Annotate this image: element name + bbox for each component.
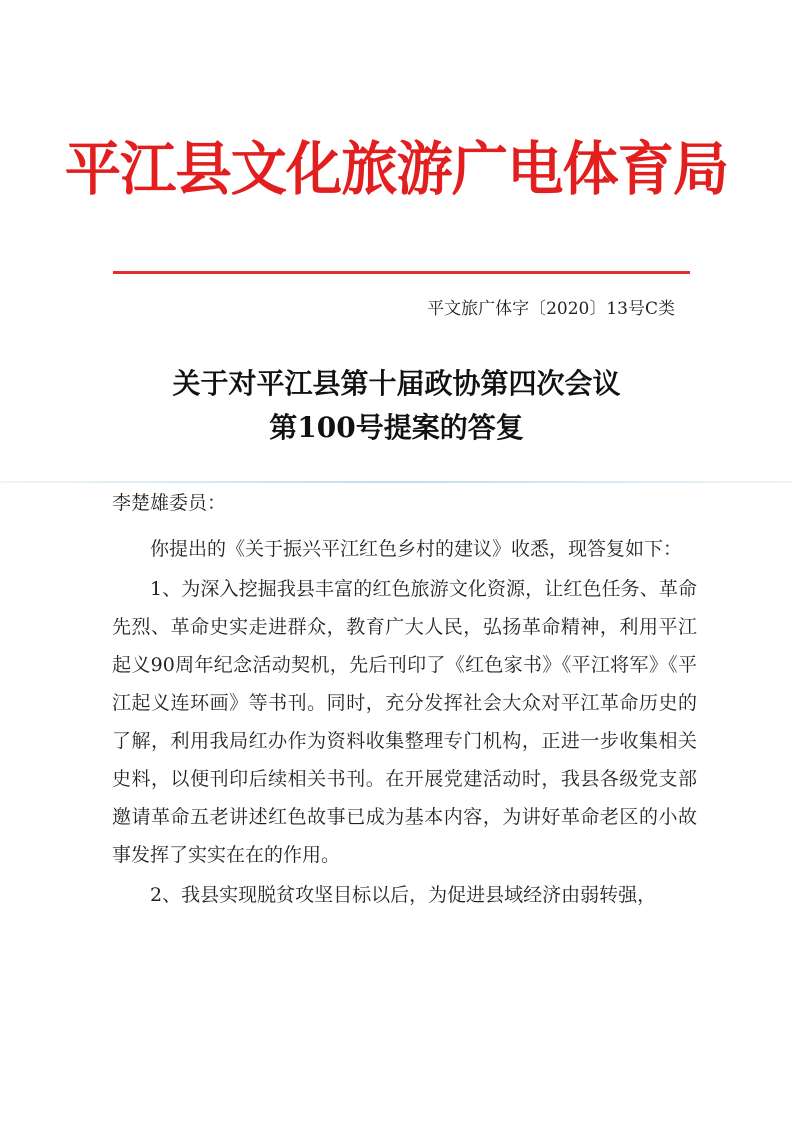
paragraph-item-2: 2、我县实现脱贫攻坚目标以后，为促进县域经济由弱转强， <box>150 884 657 906</box>
paragraph-item-1: 1、为深入挖掘我县丰富的红色旅游文化资源，让红色任务、革命先烈、革命史实走进群众，教育广大人民，弘扬革命精神，利用平江起义90周年纪念活动契机，先后刊印了《红色家书》《平江将军》《平江起义连环画》等书刊。同时，充分发挥社会大众对平江革命历史的了解，利用我局红办作为资料收集整理专门机构，正进一步收集相关史料，以便刊印后续相关书刊。在开展党建活动时，我县各级党支部邀请革命五老讲述红色故事已成为基本内容，为讲好革命老区的小故事发挥了实实在在的作用。 <box>112 578 697 866</box>
letterhead-divider <box>113 271 690 274</box>
document-number: 平文旅广体字〔2020〕13号C类 <box>427 299 675 319</box>
paragraph-intro: 你提出的《关于振兴平江红色乡村的建议》收悉，现答复如下： <box>150 538 683 560</box>
document-body <box>112 490 697 914</box>
document-title-line2: 第100号提案的答复 <box>269 411 524 444</box>
agency-letterhead: 平江县文化旅游广电体育局 <box>64 135 729 203</box>
document-title-line1: 关于对平江县第十届政协第四次会议 <box>172 367 621 400</box>
salutation: 李楚雄委员： <box>112 492 227 514</box>
scan-artifact-line <box>0 481 793 483</box>
